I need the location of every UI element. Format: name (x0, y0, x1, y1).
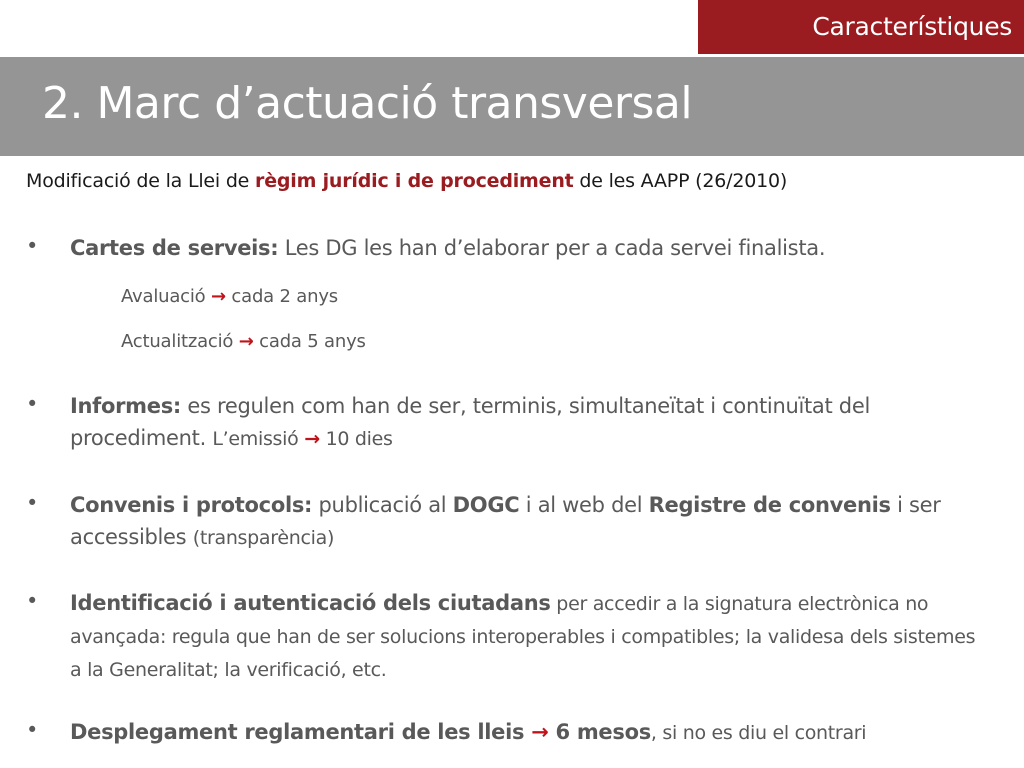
bullet-desplegament (70, 716, 990, 749)
bullet-convenis-text: i ser accessibles (70, 493, 941, 549)
bullet-desplegament-text: , si no es diu el contrari (650, 722, 867, 744)
bullet-informes-text: es regulen com han de ser, terminis, simultaneïtat i continuïtat del procediment. (70, 394, 870, 450)
bullet-identificacio-text: per accedir a la signatura electrònica no avançada: regula que han de ser solucions interoperables i compatibles; la validesa dels sistemes a la Generalitat; la verificació, etc. (70, 593, 976, 681)
section-tag: Característiques (698, 0, 1024, 54)
bullet-desplegament-bold: Desplegament reglamentari de les lleis (70, 720, 532, 744)
bullet-informes (70, 390, 970, 455)
arrow-icon: → (531, 720, 549, 744)
bullet-informes-days: 10 dies (319, 428, 393, 450)
bullet-marker: • (26, 589, 39, 613)
bullet-convenis (70, 489, 990, 554)
bullet-convenis-text: publicació al (312, 493, 453, 517)
sub-item-label: Actualització (121, 331, 239, 352)
bullet-informes-emissio: L’emissió (212, 428, 305, 450)
bullet-convenis-registre: Registre de convenis (648, 493, 891, 517)
bullet-cartes (70, 232, 970, 264)
bullet-identificacio (70, 587, 990, 686)
arrow-icon: → (304, 428, 320, 450)
bullet-informes-bold: Informes: (70, 394, 182, 418)
bullet-cartes-text: Les DG les han d’elaborar per a cada servei finalista. (278, 236, 826, 260)
subtitle-post: de les AAPP (26/2010) (573, 170, 788, 192)
bullet-marker: • (26, 234, 39, 258)
sub-item-avaluacio (121, 286, 338, 307)
bullet-convenis-text: i al web del (519, 493, 649, 517)
sub-item-actualitzacio (121, 331, 366, 352)
bullet-desplegament-months: 6 mesos (548, 720, 651, 744)
arrow-icon: → (238, 331, 254, 352)
bullet-convenis-dogc: DOGC (452, 493, 520, 517)
sub-item-value: cada 2 anys (225, 286, 338, 307)
sub-item-label: Avaluació (121, 286, 212, 307)
sub-item-value: cada 5 anys (253, 331, 366, 352)
bullet-marker: • (26, 392, 39, 416)
subtitle-pre: Modificació de la Llei de (26, 170, 256, 192)
subtitle-highlight: règim jurídic i de procediment (255, 170, 574, 192)
bullet-cartes-bold: Cartes de serveis: (70, 236, 279, 260)
slide-title: 2. Marc d’actuació transversal (42, 78, 693, 129)
bullet-convenis-small: (transparència) (192, 527, 335, 549)
arrow-icon: → (211, 286, 226, 307)
slide-subtitle (26, 170, 787, 192)
bullet-convenis-bold: Convenis i protocols: (70, 493, 313, 517)
bullet-marker: • (26, 491, 39, 515)
bullet-identificacio-bold: Identificació i autenticació dels ciutadans (70, 591, 551, 615)
bullet-marker: • (26, 718, 39, 742)
